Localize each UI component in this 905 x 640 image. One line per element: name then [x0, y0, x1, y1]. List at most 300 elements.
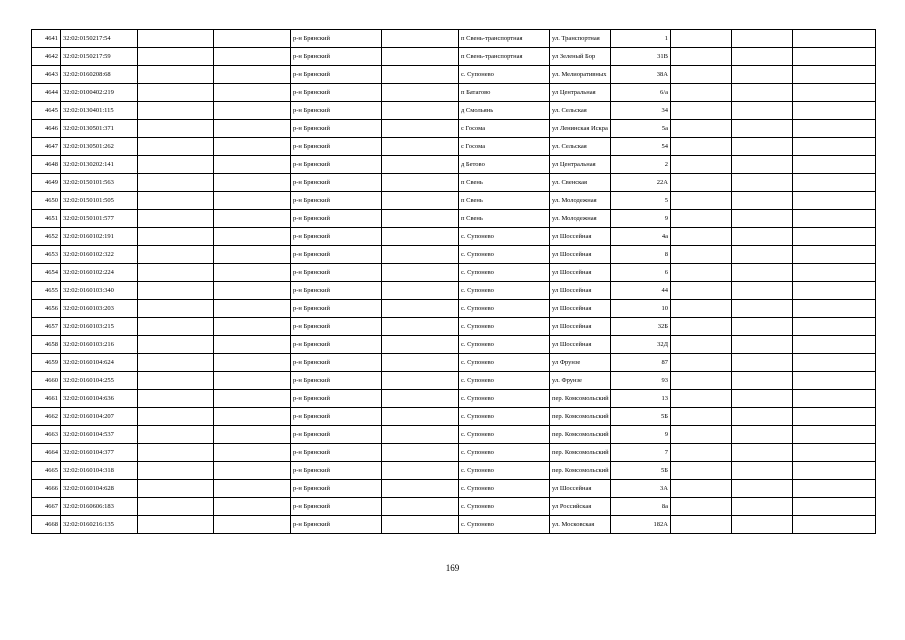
district-cell: р-н Брянский: [291, 498, 382, 516]
table-row: [32, 84, 876, 102]
registry-table: [31, 29, 876, 534]
row-number-cell: 4653: [32, 246, 61, 264]
street-cell: ул. Молодежная: [550, 210, 611, 228]
empty-cell: [138, 372, 214, 390]
page-number: 169: [445, 563, 460, 573]
empty-cell: [671, 156, 732, 174]
empty-cell: [732, 408, 793, 426]
district-cell: р-н Брянский: [291, 336, 382, 354]
empty-cell: [732, 516, 793, 534]
table-row: [32, 138, 876, 156]
house-number-cell: 5Б: [611, 462, 671, 480]
empty-cell: [793, 318, 876, 336]
empty-cell: [732, 426, 793, 444]
empty-cell: [214, 336, 291, 354]
empty-cell: [382, 318, 459, 336]
row-number-cell: 4641: [32, 30, 61, 48]
empty-cell: [793, 372, 876, 390]
district-cell: р-н Брянский: [291, 318, 382, 336]
table-row: [32, 480, 876, 498]
locality-cell: п Свень: [459, 192, 550, 210]
locality-cell: с Госома: [459, 120, 550, 138]
locality-cell: п Свень-транспортная: [459, 48, 550, 66]
empty-cell: [732, 228, 793, 246]
table-row: [32, 30, 876, 48]
empty-cell: [214, 156, 291, 174]
empty-cell: [671, 390, 732, 408]
empty-cell: [732, 390, 793, 408]
empty-cell: [382, 210, 459, 228]
empty-cell: [382, 426, 459, 444]
house-number-cell: 5Б: [611, 408, 671, 426]
locality-cell: с. Супонево: [459, 264, 550, 282]
empty-cell: [671, 498, 732, 516]
empty-cell: [138, 390, 214, 408]
cadastral-number-cell: 32:02:0130202:141: [61, 156, 138, 174]
cadastral-number-cell: 32:02:0160104:537: [61, 426, 138, 444]
street-cell: ул Шоссейная: [550, 282, 611, 300]
street-cell: ул. Сельская: [550, 138, 611, 156]
table-row: [32, 354, 876, 372]
empty-cell: [671, 516, 732, 534]
empty-cell: [793, 264, 876, 282]
row-number-cell: 4665: [32, 462, 61, 480]
row-number-cell: 4656: [32, 300, 61, 318]
district-cell: р-н Брянский: [291, 372, 382, 390]
empty-cell: [138, 480, 214, 498]
district-cell: р-н Брянский: [291, 516, 382, 534]
row-number-cell: 4667: [32, 498, 61, 516]
empty-cell: [382, 336, 459, 354]
empty-cell: [138, 102, 214, 120]
house-number-cell: 2: [611, 156, 671, 174]
table-row: [32, 372, 876, 390]
empty-cell: [793, 48, 876, 66]
empty-cell: [214, 120, 291, 138]
empty-cell: [732, 354, 793, 372]
locality-cell: д Бетово: [459, 156, 550, 174]
cadastral-number-cell: 32:02:0130501:371: [61, 120, 138, 138]
street-cell: ул Шоссейная: [550, 336, 611, 354]
empty-cell: [382, 444, 459, 462]
empty-cell: [732, 444, 793, 462]
empty-cell: [138, 264, 214, 282]
house-number-cell: 34: [611, 102, 671, 120]
district-cell: р-н Брянский: [291, 174, 382, 192]
empty-cell: [793, 444, 876, 462]
empty-cell: [382, 300, 459, 318]
empty-cell: [382, 192, 459, 210]
row-number-cell: 4652: [32, 228, 61, 246]
cadastral-number-cell: 32:02:0160104:628: [61, 480, 138, 498]
empty-cell: [138, 210, 214, 228]
house-number-cell: 54: [611, 138, 671, 156]
house-number-cell: 8а: [611, 498, 671, 516]
table-row: [32, 66, 876, 84]
locality-cell: с. Супонево: [459, 228, 550, 246]
empty-cell: [138, 30, 214, 48]
empty-cell: [793, 66, 876, 84]
empty-cell: [382, 372, 459, 390]
empty-cell: [732, 480, 793, 498]
street-cell: ул Шоссейная: [550, 264, 611, 282]
locality-cell: с. Супонево: [459, 480, 550, 498]
district-cell: р-н Брянский: [291, 480, 382, 498]
empty-cell: [138, 48, 214, 66]
empty-cell: [732, 48, 793, 66]
district-cell: р-н Брянский: [291, 264, 382, 282]
empty-cell: [138, 336, 214, 354]
empty-cell: [214, 480, 291, 498]
cadastral-number-cell: 32:02:0150217:59: [61, 48, 138, 66]
empty-cell: [382, 228, 459, 246]
cadastral-number-cell: 32:02:0100402:219: [61, 84, 138, 102]
table-row: [32, 300, 876, 318]
empty-cell: [382, 138, 459, 156]
empty-cell: [214, 372, 291, 390]
street-cell: пер. Комсомольский: [550, 444, 611, 462]
locality-cell: с. Супонево: [459, 390, 550, 408]
row-number-cell: 4668: [32, 516, 61, 534]
street-cell: ул. Московская: [550, 516, 611, 534]
empty-cell: [138, 66, 214, 84]
row-number-cell: 4651: [32, 210, 61, 228]
locality-cell: с. Супонево: [459, 318, 550, 336]
empty-cell: [214, 444, 291, 462]
locality-cell: с. Супонево: [459, 354, 550, 372]
empty-cell: [138, 156, 214, 174]
empty-cell: [382, 462, 459, 480]
locality-cell: с. Супонево: [459, 408, 550, 426]
empty-cell: [732, 120, 793, 138]
empty-cell: [214, 210, 291, 228]
empty-cell: [671, 318, 732, 336]
empty-cell: [214, 282, 291, 300]
empty-cell: [793, 336, 876, 354]
empty-cell: [732, 102, 793, 120]
empty-cell: [382, 120, 459, 138]
table-row: [32, 336, 876, 354]
house-number-cell: 32Б: [611, 318, 671, 336]
house-number-cell: 10: [611, 300, 671, 318]
district-cell: р-н Брянский: [291, 210, 382, 228]
empty-cell: [214, 498, 291, 516]
empty-cell: [214, 462, 291, 480]
empty-cell: [671, 138, 732, 156]
empty-cell: [214, 408, 291, 426]
district-cell: р-н Брянский: [291, 30, 382, 48]
district-cell: р-н Брянский: [291, 354, 382, 372]
empty-cell: [793, 102, 876, 120]
house-number-cell: 32Д: [611, 336, 671, 354]
row-number-cell: 4648: [32, 156, 61, 174]
street-cell: пер. Комсомольский: [550, 390, 611, 408]
house-number-cell: 9: [611, 426, 671, 444]
empty-cell: [214, 66, 291, 84]
empty-cell: [214, 246, 291, 264]
street-cell: ул. Мелиоративных: [550, 66, 611, 84]
empty-cell: [732, 336, 793, 354]
empty-cell: [732, 138, 793, 156]
locality-cell: с. Супонево: [459, 300, 550, 318]
table-row: [32, 264, 876, 282]
cadastral-number-cell: 32:02:0150101:505: [61, 192, 138, 210]
district-cell: р-н Брянский: [291, 138, 382, 156]
empty-cell: [671, 84, 732, 102]
cadastral-number-cell: 32:02:0160102:224: [61, 264, 138, 282]
empty-cell: [793, 300, 876, 318]
empty-cell: [671, 282, 732, 300]
street-cell: ул. Фрунзе: [550, 372, 611, 390]
registry-sheet: [31, 29, 875, 534]
locality-cell: с. Супонево: [459, 498, 550, 516]
empty-cell: [214, 354, 291, 372]
empty-cell: [793, 354, 876, 372]
empty-cell: [671, 48, 732, 66]
row-number-cell: 4660: [32, 372, 61, 390]
empty-cell: [732, 462, 793, 480]
cadastral-number-cell: 32:02:0160104:318: [61, 462, 138, 480]
house-number-cell: 93: [611, 372, 671, 390]
table-row: [32, 426, 876, 444]
cadastral-number-cell: 32:02:0160104:207: [61, 408, 138, 426]
empty-cell: [793, 282, 876, 300]
empty-cell: [732, 174, 793, 192]
empty-cell: [732, 156, 793, 174]
cadastral-number-cell: 32:02:0160102:322: [61, 246, 138, 264]
empty-cell: [138, 408, 214, 426]
house-number-cell: 6: [611, 264, 671, 282]
house-number-cell: 9: [611, 210, 671, 228]
cadastral-number-cell: 32:02:0160104:377: [61, 444, 138, 462]
empty-cell: [214, 264, 291, 282]
district-cell: р-н Брянский: [291, 228, 382, 246]
street-cell: ул Центральная: [550, 156, 611, 174]
empty-cell: [138, 84, 214, 102]
street-cell: ул Шоссейная: [550, 228, 611, 246]
empty-cell: [382, 516, 459, 534]
empty-cell: [793, 228, 876, 246]
cadastral-number-cell: 32:02:0160102:191: [61, 228, 138, 246]
empty-cell: [732, 192, 793, 210]
empty-cell: [138, 138, 214, 156]
table-row: [32, 156, 876, 174]
house-number-cell: 7: [611, 444, 671, 462]
empty-cell: [793, 480, 876, 498]
district-cell: р-н Брянский: [291, 426, 382, 444]
empty-cell: [138, 174, 214, 192]
table-row: [32, 408, 876, 426]
empty-cell: [671, 174, 732, 192]
house-number-cell: 87: [611, 354, 671, 372]
street-cell: ул Шоссейная: [550, 318, 611, 336]
empty-cell: [214, 48, 291, 66]
street-cell: ул. Сельская: [550, 102, 611, 120]
table-row: [32, 102, 876, 120]
empty-cell: [214, 138, 291, 156]
empty-cell: [382, 498, 459, 516]
empty-cell: [138, 228, 214, 246]
empty-cell: [793, 138, 876, 156]
locality-cell: с. Супонево: [459, 246, 550, 264]
empty-cell: [671, 408, 732, 426]
empty-cell: [382, 480, 459, 498]
house-number-cell: 182А: [611, 516, 671, 534]
locality-cell: с. Супонево: [459, 444, 550, 462]
empty-cell: [138, 444, 214, 462]
empty-cell: [138, 300, 214, 318]
table-row: [32, 174, 876, 192]
district-cell: р-н Брянский: [291, 66, 382, 84]
empty-cell: [732, 300, 793, 318]
street-cell: пер. Комсомольский: [550, 408, 611, 426]
cadastral-number-cell: 32:02:0150217:54: [61, 30, 138, 48]
row-number-cell: 4642: [32, 48, 61, 66]
cadastral-number-cell: 32:02:0160103:203: [61, 300, 138, 318]
empty-cell: [793, 192, 876, 210]
empty-cell: [138, 426, 214, 444]
house-number-cell: 5: [611, 192, 671, 210]
row-number-cell: 4663: [32, 426, 61, 444]
locality-cell: п Свень: [459, 210, 550, 228]
locality-cell: с. Супонево: [459, 336, 550, 354]
empty-cell: [138, 516, 214, 534]
empty-cell: [671, 444, 732, 462]
empty-cell: [671, 264, 732, 282]
street-cell: ул Центральная: [550, 84, 611, 102]
empty-cell: [671, 120, 732, 138]
empty-cell: [732, 246, 793, 264]
empty-cell: [793, 426, 876, 444]
row-number-cell: 4654: [32, 264, 61, 282]
empty-cell: [382, 30, 459, 48]
row-number-cell: 4650: [32, 192, 61, 210]
empty-cell: [732, 372, 793, 390]
empty-cell: [138, 498, 214, 516]
empty-cell: [382, 156, 459, 174]
district-cell: р-н Брянский: [291, 102, 382, 120]
empty-cell: [214, 102, 291, 120]
empty-cell: [793, 498, 876, 516]
empty-cell: [382, 390, 459, 408]
empty-cell: [671, 336, 732, 354]
cadastral-number-cell: 32:02:0130501:262: [61, 138, 138, 156]
house-number-cell: 6/а: [611, 84, 671, 102]
district-cell: р-н Брянский: [291, 246, 382, 264]
row-number-cell: 4645: [32, 102, 61, 120]
locality-cell: с. Супонево: [459, 66, 550, 84]
empty-cell: [671, 246, 732, 264]
empty-cell: [138, 282, 214, 300]
empty-cell: [793, 390, 876, 408]
empty-cell: [671, 30, 732, 48]
house-number-cell: 13: [611, 390, 671, 408]
street-cell: ул Фрунзе: [550, 354, 611, 372]
house-number-cell: 4а: [611, 228, 671, 246]
empty-cell: [732, 210, 793, 228]
empty-cell: [793, 174, 876, 192]
house-number-cell: 3А: [611, 480, 671, 498]
locality-cell: с. Супонево: [459, 462, 550, 480]
empty-cell: [793, 462, 876, 480]
locality-cell: с. Супонево: [459, 372, 550, 390]
empty-cell: [138, 246, 214, 264]
row-number-cell: 4659: [32, 354, 61, 372]
district-cell: р-н Брянский: [291, 282, 382, 300]
empty-cell: [138, 318, 214, 336]
table-row: [32, 246, 876, 264]
empty-cell: [671, 354, 732, 372]
row-number-cell: 4647: [32, 138, 61, 156]
empty-cell: [382, 102, 459, 120]
street-cell: пер. Комсомольский: [550, 426, 611, 444]
row-number-cell: 4662: [32, 408, 61, 426]
district-cell: р-н Брянский: [291, 390, 382, 408]
empty-cell: [214, 192, 291, 210]
table-row: [32, 192, 876, 210]
empty-cell: [793, 84, 876, 102]
locality-cell: д Смольянь: [459, 102, 550, 120]
empty-cell: [382, 66, 459, 84]
street-cell: ул Шоссейная: [550, 480, 611, 498]
empty-cell: [671, 426, 732, 444]
row-number-cell: 4666: [32, 480, 61, 498]
table-row: [32, 282, 876, 300]
empty-cell: [732, 84, 793, 102]
table-row: [32, 444, 876, 462]
empty-cell: [214, 426, 291, 444]
empty-cell: [793, 156, 876, 174]
row-number-cell: 4658: [32, 336, 61, 354]
empty-cell: [793, 408, 876, 426]
empty-cell: [671, 480, 732, 498]
empty-cell: [793, 210, 876, 228]
empty-cell: [214, 30, 291, 48]
locality-cell: п Свень-транспортная: [459, 30, 550, 48]
row-number-cell: 4646: [32, 120, 61, 138]
district-cell: р-н Брянский: [291, 48, 382, 66]
table-row: [32, 48, 876, 66]
district-cell: р-н Брянский: [291, 192, 382, 210]
empty-cell: [214, 300, 291, 318]
row-number-cell: 4649: [32, 174, 61, 192]
table-row: [32, 462, 876, 480]
district-cell: р-н Брянский: [291, 84, 382, 102]
table-row: [32, 210, 876, 228]
empty-cell: [138, 354, 214, 372]
empty-cell: [671, 372, 732, 390]
district-cell: р-н Брянский: [291, 156, 382, 174]
street-cell: ул Зеленый Бор: [550, 48, 611, 66]
district-cell: р-н Брянский: [291, 444, 382, 462]
empty-cell: [671, 462, 732, 480]
empty-cell: [214, 174, 291, 192]
empty-cell: [382, 48, 459, 66]
street-cell: ул Российская: [550, 498, 611, 516]
locality-cell: с. Супонево: [459, 282, 550, 300]
table-row: [32, 498, 876, 516]
cadastral-number-cell: 32:02:0160104:624: [61, 354, 138, 372]
empty-cell: [382, 408, 459, 426]
empty-cell: [138, 120, 214, 138]
locality-cell: п Свень: [459, 174, 550, 192]
row-number-cell: 4664: [32, 444, 61, 462]
cadastral-number-cell: 32:02:0160104:255: [61, 372, 138, 390]
empty-cell: [214, 228, 291, 246]
street-cell: ул. Транспортная: [550, 30, 611, 48]
empty-cell: [382, 84, 459, 102]
row-number-cell: 4661: [32, 390, 61, 408]
